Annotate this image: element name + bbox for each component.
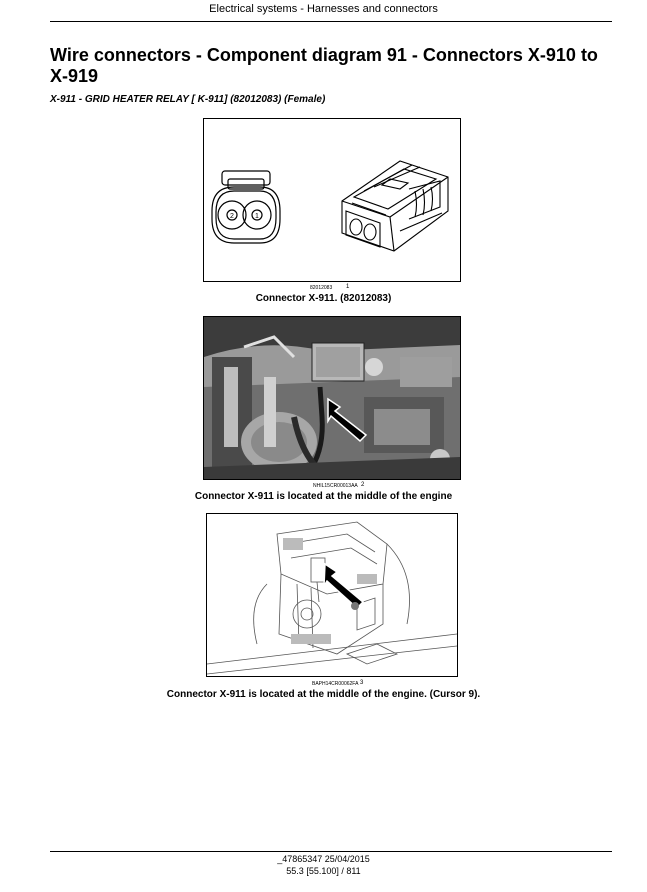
running-header: Electrical systems - Harnesses and connectors <box>209 3 438 15</box>
figure-1-connector-diagram <box>203 118 461 282</box>
figure-2-engine-photo <box>203 316 461 480</box>
footer-page-line: 55.3 [55.100] / 811 <box>286 866 361 876</box>
connector-isometric-view <box>342 161 448 251</box>
figure-2-number: 2 <box>361 482 365 488</box>
footer-doc-line: _47865347 25/04/2015 <box>277 854 370 864</box>
pin-label-2: 2 <box>230 213 234 220</box>
header-rule <box>50 21 612 22</box>
figure-2-caption: Connector X-911 is located at the middle of the engine <box>194 491 453 502</box>
figure-3-caption: Connector X-911 is located at the middle of the engine. (Cursor 9). <box>166 689 481 700</box>
engine-photo <box>204 317 460 479</box>
location-arrow <box>324 564 363 608</box>
figure-3-engine-drawing <box>206 513 458 677</box>
pin-label-1: 1 <box>255 213 259 220</box>
footer-rule <box>50 851 612 852</box>
figure-1-caption: Connector X-911. (82012083) <box>255 293 392 304</box>
figure-3-number: 3 <box>360 680 364 686</box>
figure-2-ref: NHIL15CR00013AA <box>313 483 358 489</box>
figure-1-ref: 82012083 <box>310 285 333 291</box>
page-title: Wire connectors - Component diagram 91 - Connectors X-910 to X-919 <box>50 45 598 86</box>
connector-face-view <box>212 171 280 243</box>
figure-3-ref: BAPH14CR00062FA <box>312 681 359 687</box>
section-heading: X-911 - GRID HEATER RELAY [ K-911] (82012083) (Female) <box>50 94 326 105</box>
engine-drawing <box>207 514 457 676</box>
figure-1-number: 1 <box>346 284 350 290</box>
connector-drawing <box>204 119 460 281</box>
